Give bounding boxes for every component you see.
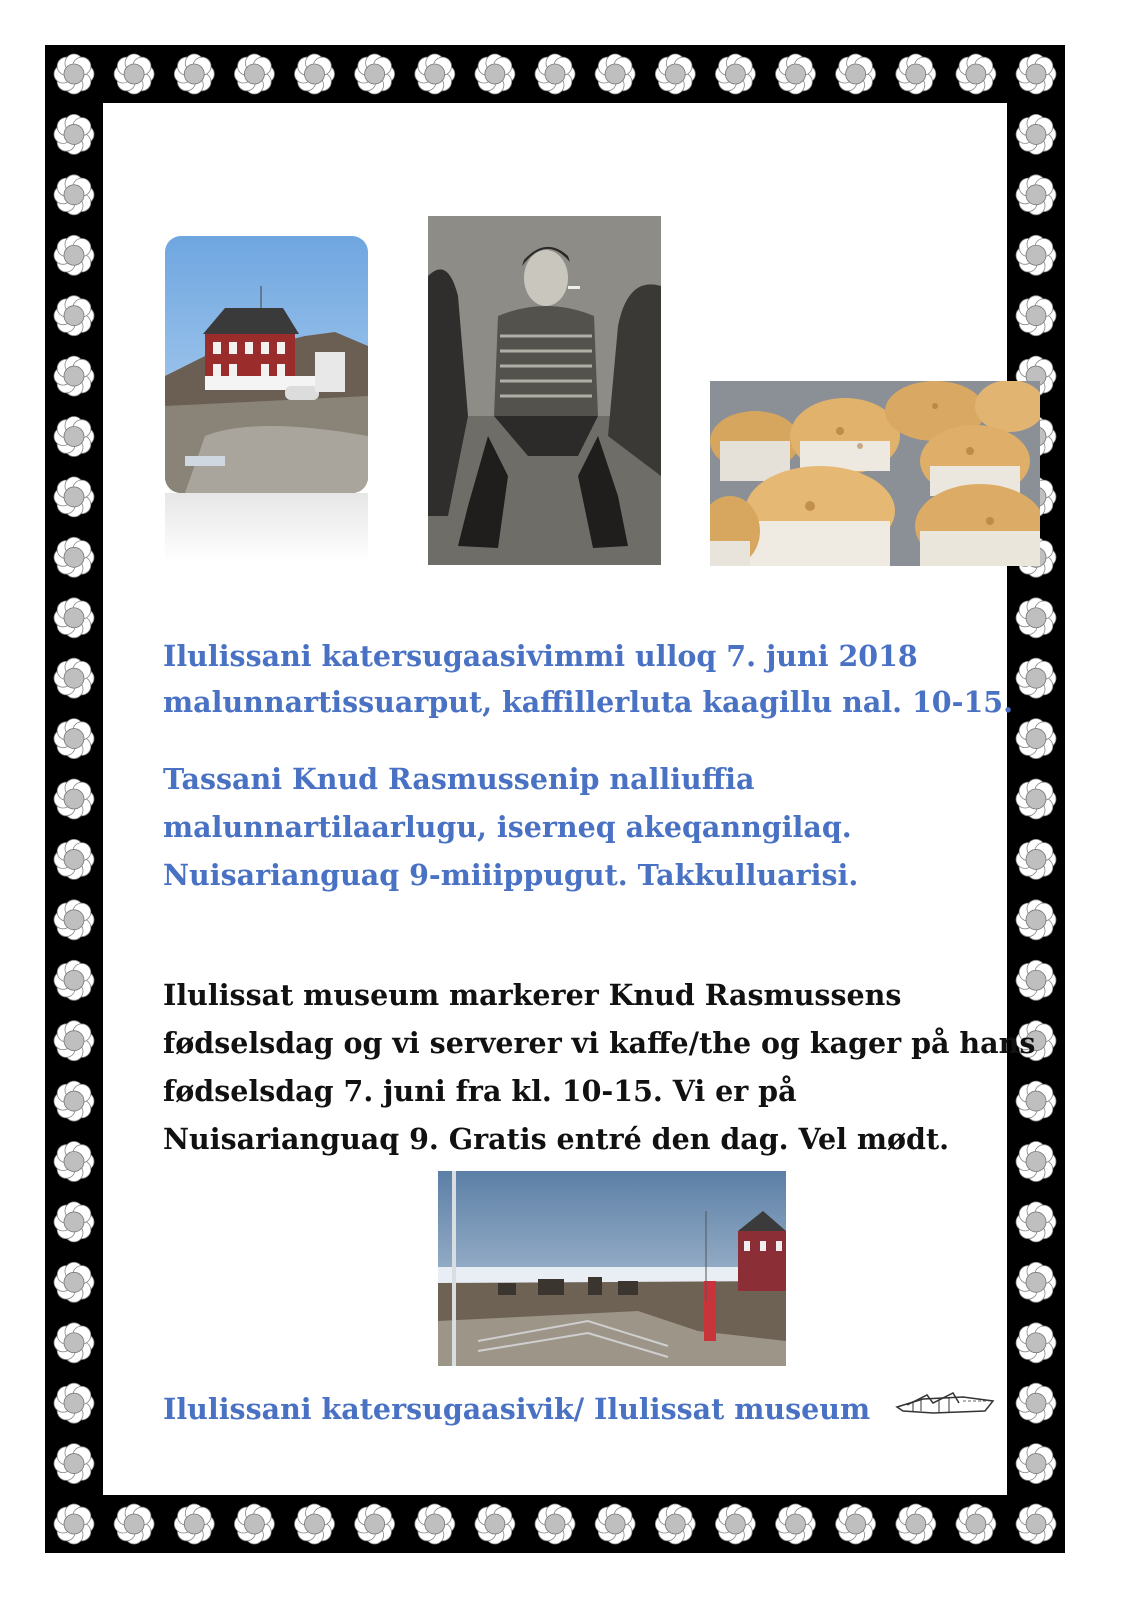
- flower-icon: [1016, 1202, 1056, 1242]
- flower-icon: [54, 537, 94, 577]
- text-line: Ilulissat museum markerer Knud Rasmussens: [163, 978, 902, 1012]
- flower-icon: [956, 1504, 996, 1544]
- poster-content: [103, 103, 1036, 1495]
- flower-icon: [54, 839, 94, 879]
- text-line: Ilulissani katersugaasivimmi ulloq 7. juni 2018: [163, 639, 918, 673]
- text-line: Tassani Knud Rasmussenip nalliuffia: [163, 762, 755, 796]
- flower-icon: [54, 900, 94, 940]
- muffins-photo: [710, 381, 1040, 566]
- flower-icon: [54, 54, 94, 94]
- flower-icon: [1016, 114, 1056, 154]
- text-line: malunnartilaarlugu, iserneq akeqanngilaq.: [163, 810, 852, 844]
- flower-icon: [1016, 1504, 1056, 1544]
- flower-icon: [355, 1504, 395, 1544]
- flower-icon: [54, 1142, 94, 1182]
- ilulissat-landscape-photo: [438, 1171, 786, 1366]
- flower-icon: [54, 1262, 94, 1302]
- flower-icon: [1016, 900, 1056, 940]
- text-line: fødselsdag 7. juni fra kl. 10-15. Vi er på: [163, 1074, 797, 1108]
- flower-icon: [234, 54, 274, 94]
- boat-icon: [893, 1389, 997, 1419]
- flower-icon: [1016, 296, 1056, 336]
- flower-icon: [54, 1081, 94, 1121]
- flower-icon: [54, 658, 94, 698]
- flower-icon: [174, 54, 214, 94]
- flower-icon: [655, 1504, 695, 1544]
- flower-icon: [174, 1504, 214, 1544]
- flower-icon: [355, 54, 395, 94]
- flower-icon: [475, 54, 515, 94]
- flower-icon: [715, 1504, 755, 1544]
- flower-icon: [655, 54, 695, 94]
- flower-icon: [896, 1504, 936, 1544]
- flower-icon: [595, 54, 635, 94]
- danish-paragraph: [163, 971, 1043, 1163]
- flower-icon: [415, 1504, 455, 1544]
- flower-icon: [1016, 1444, 1056, 1484]
- text-line: malunnartissuarput, kaffillerluta kaagillu nal. 10-15.: [163, 685, 1014, 719]
- flower-icon: [1016, 1262, 1056, 1302]
- flower-icon: [896, 54, 936, 94]
- flower-icon: [54, 114, 94, 154]
- flower-icon: [1016, 54, 1056, 94]
- flower-border-frame: [45, 45, 1065, 1553]
- flower-icon: [54, 1021, 94, 1061]
- flower-icon: [836, 1504, 876, 1544]
- footer-text: Ilulissani katersugaasivik/ Ilulissat museum: [163, 1392, 871, 1426]
- text-line: fødselsdag og vi serverer vi kaffe/the og kager på hans: [163, 1026, 1036, 1060]
- flower-icon: [715, 54, 755, 94]
- text-line: Nuisarianguaq 9-miiippugut. Takkulluarisi.: [163, 858, 859, 892]
- flower-icon: [776, 54, 816, 94]
- flower-icon: [475, 1504, 515, 1544]
- flower-icon: [234, 1504, 274, 1544]
- flower-icon: [54, 1323, 94, 1363]
- flower-icon: [54, 960, 94, 1000]
- photo-reflection: [165, 493, 368, 563]
- flower-icon: [295, 1504, 335, 1544]
- flower-icon: [114, 54, 154, 94]
- flower-icon: [295, 54, 335, 94]
- flower-icon: [54, 1504, 94, 1544]
- flower-icon: [54, 417, 94, 457]
- flower-icon: [1016, 175, 1056, 215]
- flower-icon: [1016, 235, 1056, 275]
- flower-icon: [54, 477, 94, 517]
- flower-icon: [415, 54, 455, 94]
- flower-icon: [776, 1504, 816, 1544]
- flower-icon: [595, 1504, 635, 1544]
- flower-icon: [54, 719, 94, 759]
- flower-icon: [54, 235, 94, 275]
- greenlandic-paragraph-2: [163, 755, 1043, 899]
- flower-icon: [54, 598, 94, 638]
- flower-icon: [54, 779, 94, 819]
- flower-icon: [1016, 598, 1056, 638]
- flower-icon: [114, 1504, 154, 1544]
- knud-rasmussen-portrait-photo: [428, 216, 661, 565]
- flower-icon: [54, 296, 94, 336]
- flower-icon: [54, 356, 94, 396]
- museum-house-photo: [165, 236, 368, 493]
- flower-icon: [535, 1504, 575, 1544]
- text-line: Nuisarianguaq 9. Gratis entré den dag. Vel mødt.: [163, 1122, 950, 1156]
- greenlandic-paragraph-1: [163, 633, 1043, 725]
- flower-icon: [1016, 1323, 1056, 1363]
- flower-icon: [535, 54, 575, 94]
- flower-icon: [54, 1202, 94, 1242]
- flower-icon: [836, 54, 876, 94]
- flower-icon: [956, 54, 996, 94]
- flower-icon: [54, 1383, 94, 1423]
- flower-icon: [54, 1444, 94, 1484]
- flower-icon: [54, 175, 94, 215]
